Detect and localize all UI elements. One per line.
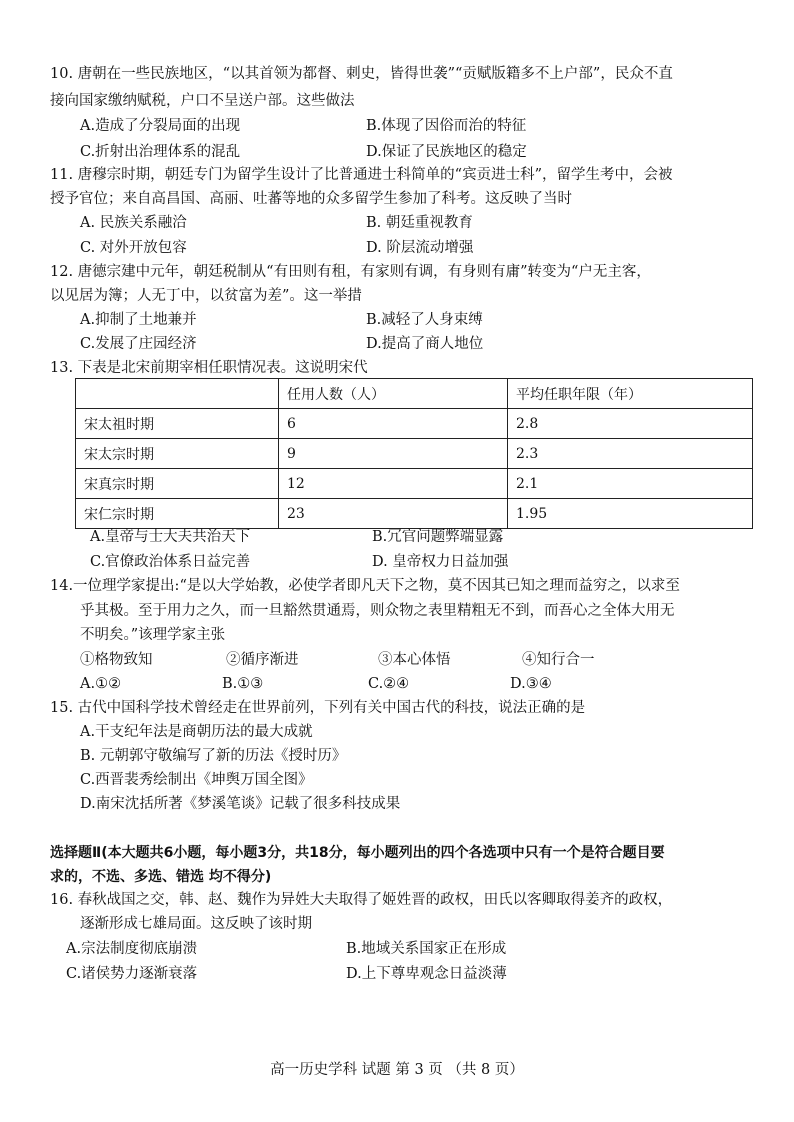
q10-option-b: B.体现了因俗而治的特征 — [366, 118, 527, 134]
chancellor-table — [75, 378, 753, 529]
q16-stem-line2: 逐渐形成七雄局面。这反映了该时期 — [80, 916, 312, 932]
q11-stem-line2: 授予官位；来自高昌国、高丽、吐蕃等地的众多留学生参加了科考。这反映了当时 — [50, 191, 572, 207]
q12-stem-line2: 以见居为簿；人无丁中，以贫富为差”。这一举措 — [50, 288, 362, 304]
q13-option-b: B.冗官问题弊端显露 — [372, 529, 504, 545]
table-row — [76, 409, 753, 439]
q12-option-d: D.提高了商人地位 — [366, 336, 484, 352]
q14-option-a: A.①② — [80, 676, 122, 692]
q16-option-c: C.诸侯势力逐渐衰落 — [66, 966, 198, 982]
section2-heading-line1: 选择题Ⅱ(本大题共6小题，每小题3分，共18分，每小题列出的四个各选项中只有一个是符合题目要 — [50, 845, 665, 861]
table-header-cell: 平均任职年限（年） — [508, 379, 753, 409]
q16-option-d: D.上下尊卑观念日益淡薄 — [346, 966, 507, 982]
q11-stem-line1: 11. 唐穆宗时期，朝廷专门为留学生设计了比普通进士科简单的“宾贡进士科”，留学生考中，会被 — [50, 167, 673, 183]
table-cell: 6 — [279, 409, 508, 439]
q15-option-a: A.干支纪年法是商朝历法的最大成就 — [80, 724, 313, 740]
table-header-cell — [76, 379, 279, 409]
table-cell: 1.95 — [508, 499, 753, 529]
q11-option-a: A. 民族关系融洽 — [80, 215, 187, 231]
q12-stem-line1: 12. 唐德宗建中元年，朝廷税制从“有田则有租，有家则有调，有身则有庸”转变为“户无主客， — [50, 264, 651, 280]
q14-stem-line2: 乎其极。至于用力之久，而一旦豁然贯通焉，则众物之表里精粗无不到，而吾心之全体大用无 — [80, 603, 675, 619]
table-cell: 23 — [279, 499, 508, 529]
q14-item-4: ④知行合一 — [522, 652, 595, 668]
q12-option-c: C.发展了庄园经济 — [80, 336, 197, 352]
q15-option-b: B. 元朝郭守敬编写了新的历法《授时历》 — [80, 748, 347, 764]
q14-option-b: B.①③ — [222, 676, 264, 692]
table-cell: 宋太祖时期 — [76, 409, 279, 439]
q14-stem-line1: 14.一位理学家提出:“是以大学始教，必使学者即凡天下之物，莫不因其已知之理而益穷之，以求至 — [50, 578, 680, 594]
table-cell: 12 — [279, 469, 508, 499]
table-header-row — [76, 379, 753, 409]
q13-option-d: D. 皇帝权力日益加强 — [372, 554, 509, 570]
q14-stem-line3: 不明矣。”该理学家主张 — [80, 627, 226, 643]
q10-stem-line2: 接向国家缴纳赋税，户口不呈送户部。这些做法 — [50, 93, 355, 109]
q16-option-b: B.地域关系国家正在形成 — [346, 941, 507, 957]
table-cell: 宋仁宗时期 — [76, 499, 279, 529]
table-cell: 宋真宗时期 — [76, 469, 279, 499]
q15-stem: 15. 古代中国科学技术曾经走在世界前列，下列有关中国古代的科技，说法正确的是 — [50, 700, 586, 716]
q10-option-d: D.保证了民族地区的稳定 — [366, 144, 527, 160]
q14-item-3: ③本心体悟 — [378, 652, 451, 668]
q10-option-c: C.折射出治理体系的混乱 — [80, 144, 241, 160]
q13-option-a: A.皇帝与士大夫共治天下 — [90, 529, 251, 545]
table-cell: 宋太宗时期 — [76, 439, 279, 469]
q14-item-1: ①格物致知 — [80, 652, 153, 668]
q14-option-d: D.③④ — [510, 676, 552, 692]
table-row — [76, 469, 753, 499]
q12-option-a: A.抑制了土地兼并 — [80, 312, 197, 328]
table-cell: 9 — [279, 439, 508, 469]
q14-item-2: ②循序渐进 — [226, 652, 299, 668]
page-footer: 高一历史学科 试题 第 3 页 （共 8 页） — [270, 1062, 524, 1078]
q10-stem-line1: 10. 唐朝在一些民族地区，“以其首领为都督、刺史，皆得世袭”“贡赋版籍多不上户部”，民众不直 — [50, 66, 673, 82]
q15-option-c: C.西晋裴秀绘制出《坤舆万国全图》 — [80, 772, 313, 788]
q11-option-c: C. 对外开放包容 — [80, 240, 187, 256]
q11-option-b: B. 朝廷重视教育 — [366, 215, 473, 231]
q16-stem-line1: 16. 春秋战国之交，韩、赵、魏作为异姓大夫取得了姬姓晋的政权，田氏以客卿取得姜齐的政权， — [50, 892, 673, 908]
q13-option-c: C.官僚政治体系日益完善 — [90, 554, 251, 570]
q12-option-b: B.减轻了人身束缚 — [366, 312, 483, 328]
q13-stem: 13. 下表是北宋前期宰相任职情况表。这说明宋代 — [50, 360, 368, 376]
table-row — [76, 499, 753, 529]
table-cell: 2.3 — [508, 439, 753, 469]
table-row — [76, 439, 753, 469]
q11-option-d: D. 阶层流动增强 — [366, 240, 474, 256]
q15-option-d: D.南宋沈括所著《梦溪笔谈》记载了很多科技成果 — [80, 796, 401, 812]
table-cell: 2.8 — [508, 409, 753, 439]
section2-heading-line2: 求的，不选、多选、错选 均不得分) — [50, 869, 272, 885]
q14-option-c: C.②④ — [368, 676, 410, 692]
table-cell: 2.1 — [508, 469, 753, 499]
q16-option-a: A.宗法制度彻底崩溃 — [66, 941, 198, 957]
q10-option-a: A.造成了分裂局面的出现 — [80, 118, 241, 134]
table-header-cell: 任用人数（人） — [279, 379, 508, 409]
